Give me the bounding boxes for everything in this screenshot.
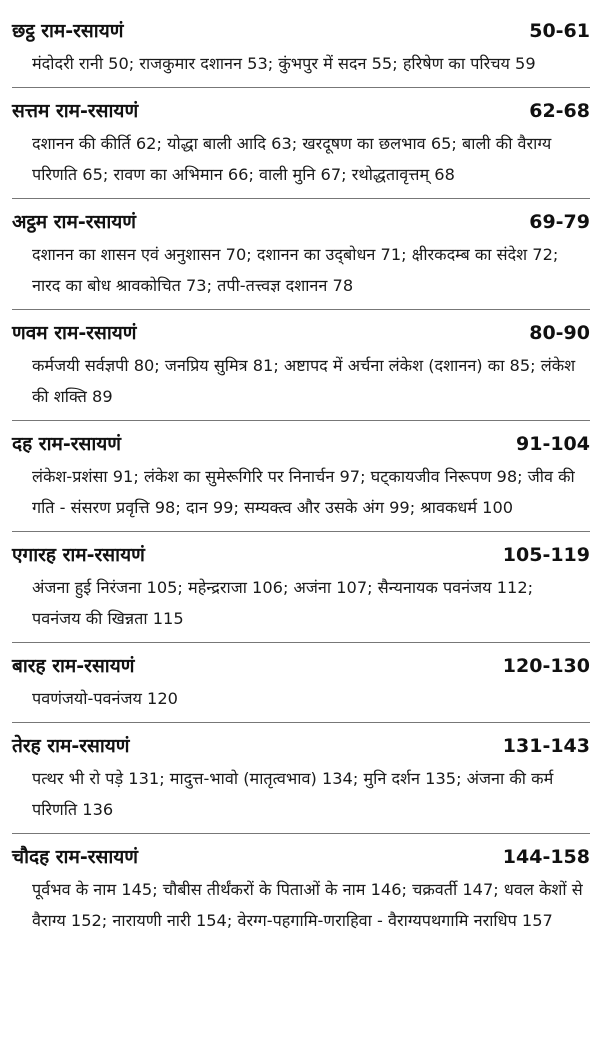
chapter-heading <box>12 542 590 568</box>
chapter-divider <box>12 531 590 532</box>
chapter-divider <box>12 309 590 310</box>
chapter-heading <box>12 320 590 346</box>
chapter-contents: कर्मजयी सर्वज्ञपी 80; जनप्रिय सुमित्र 81; अष्टापद में अर्चना लंकेश (दशानन) का 85; लंकेश की शक्ति 89 <box>32 356 576 406</box>
chapter-page-range: 91-104 <box>516 433 590 455</box>
chapter-divider <box>12 87 590 88</box>
chapter-entry <box>12 844 590 936</box>
chapter-page-range: 131-143 <box>502 735 590 757</box>
chapter-heading <box>12 98 590 124</box>
chapter-title: तेरह राम-रसायणं <box>12 735 130 757</box>
chapter-entry <box>12 542 590 634</box>
chapter-title: णवम राम-रसायणं <box>12 322 137 344</box>
chapter-heading <box>12 653 590 679</box>
chapter-divider <box>12 833 590 834</box>
chapter-divider <box>12 642 590 643</box>
chapter-heading <box>12 209 590 235</box>
chapter-title: सत्तम राम-रसायणं <box>12 100 139 122</box>
chapter-divider <box>12 198 590 199</box>
chapter-contents: पत्थर भी रो पड़े 131; मादुत्त-भावो (मातृत्वभाव) 134; मुनि दर्शन 135; अंजना की कर्म परिणति 136 <box>32 769 554 819</box>
chapter-page-range: 120-130 <box>502 655 590 677</box>
chapter-contents: पवणंजयो-पवनंजय 120 <box>32 689 178 708</box>
chapter-contents: दशानन का शासन एवं अनुशासन 70; दशानन का उद्‌बोधन 71; क्षीरकदम्ब का संदेश 72; नारद का बोध श्रावकोचित 73; तपी-तत्त्वज्ञ दशानन 78 <box>32 245 559 295</box>
chapter-contents: मंदोदरी रानी 50; राजकुमार दशानन 53; कुंभपुर में सदन 55; हरिषेण का परिचय 59 <box>32 54 536 73</box>
chapter-heading <box>12 844 590 870</box>
chapter-entry <box>12 431 590 523</box>
chapter-title: छट्ठ राम-रसायणं <box>12 20 124 42</box>
chapter-title: अट्ठम राम-रसायणं <box>12 211 137 233</box>
chapter-page-range: 144-158 <box>502 846 590 868</box>
chapter-heading <box>12 431 590 457</box>
chapter-contents: पूर्वभव के नाम 145; चौबीस तीर्थंकरों के पिताओं के नाम 146; चक्रवर्ती 147; धवल केशों से वैराग्य 152; नारायणी नारी 154; वेरग्ग-पहगामि-णराहिवा - वैराग्यपथगामि नराधिप 157 <box>32 880 583 930</box>
chapter-title: दह राम-रसायणं <box>12 433 122 455</box>
chapter-contents: दशानन की कीर्ति 62; योद्धा बाली आदि 63; खरदूषण का छलभाव 65; बाली की वैराग्य परिणति 65; रावण का अभिमान 66; वाली मुनि 67; रथोद्धतावृत्तम् 68 <box>32 134 552 184</box>
chapter-heading <box>12 733 590 759</box>
chapter-title: एगारह राम-रसायणं <box>12 544 145 566</box>
chapter-heading <box>12 18 590 44</box>
chapter-contents: लंकेश-प्रशंसा 91; लंकेश का सुमेरूगिरि पर निनार्चन 97; घट्कायजीव निरूपण 98; जीव की गति - संसरण प्रवृत्ति 98; दान 99; सम्यक्त्व और उसके अंग 99; श्रावकधर्म 100 <box>32 467 575 517</box>
chapter-entry <box>12 653 590 714</box>
chapter-page-range: 62-68 <box>529 100 590 122</box>
chapter-divider <box>12 722 590 723</box>
chapter-divider <box>12 420 590 421</box>
chapter-entry <box>12 733 590 825</box>
chapter-page-range: 50-61 <box>529 20 590 42</box>
chapter-entry <box>12 98 590 190</box>
chapter-page-range: 69-79 <box>529 211 590 233</box>
chapter-entry <box>12 18 590 79</box>
chapter-entry <box>12 320 590 412</box>
chapter-title: बारह राम-रसायणं <box>12 655 135 677</box>
chapter-page-range: 80-90 <box>529 322 590 344</box>
chapter-title: चौदह राम-रसायणं <box>12 846 139 868</box>
chapter-contents: अंजना हुई निरंजना 105; महेन्द्रराजा 106; अजंना 107; सैन्यनायक पवनंजय 112; पवनंजय की खिन्नता 115 <box>32 578 534 628</box>
chapter-page-range: 105-119 <box>502 544 590 566</box>
chapter-entry <box>12 209 590 301</box>
